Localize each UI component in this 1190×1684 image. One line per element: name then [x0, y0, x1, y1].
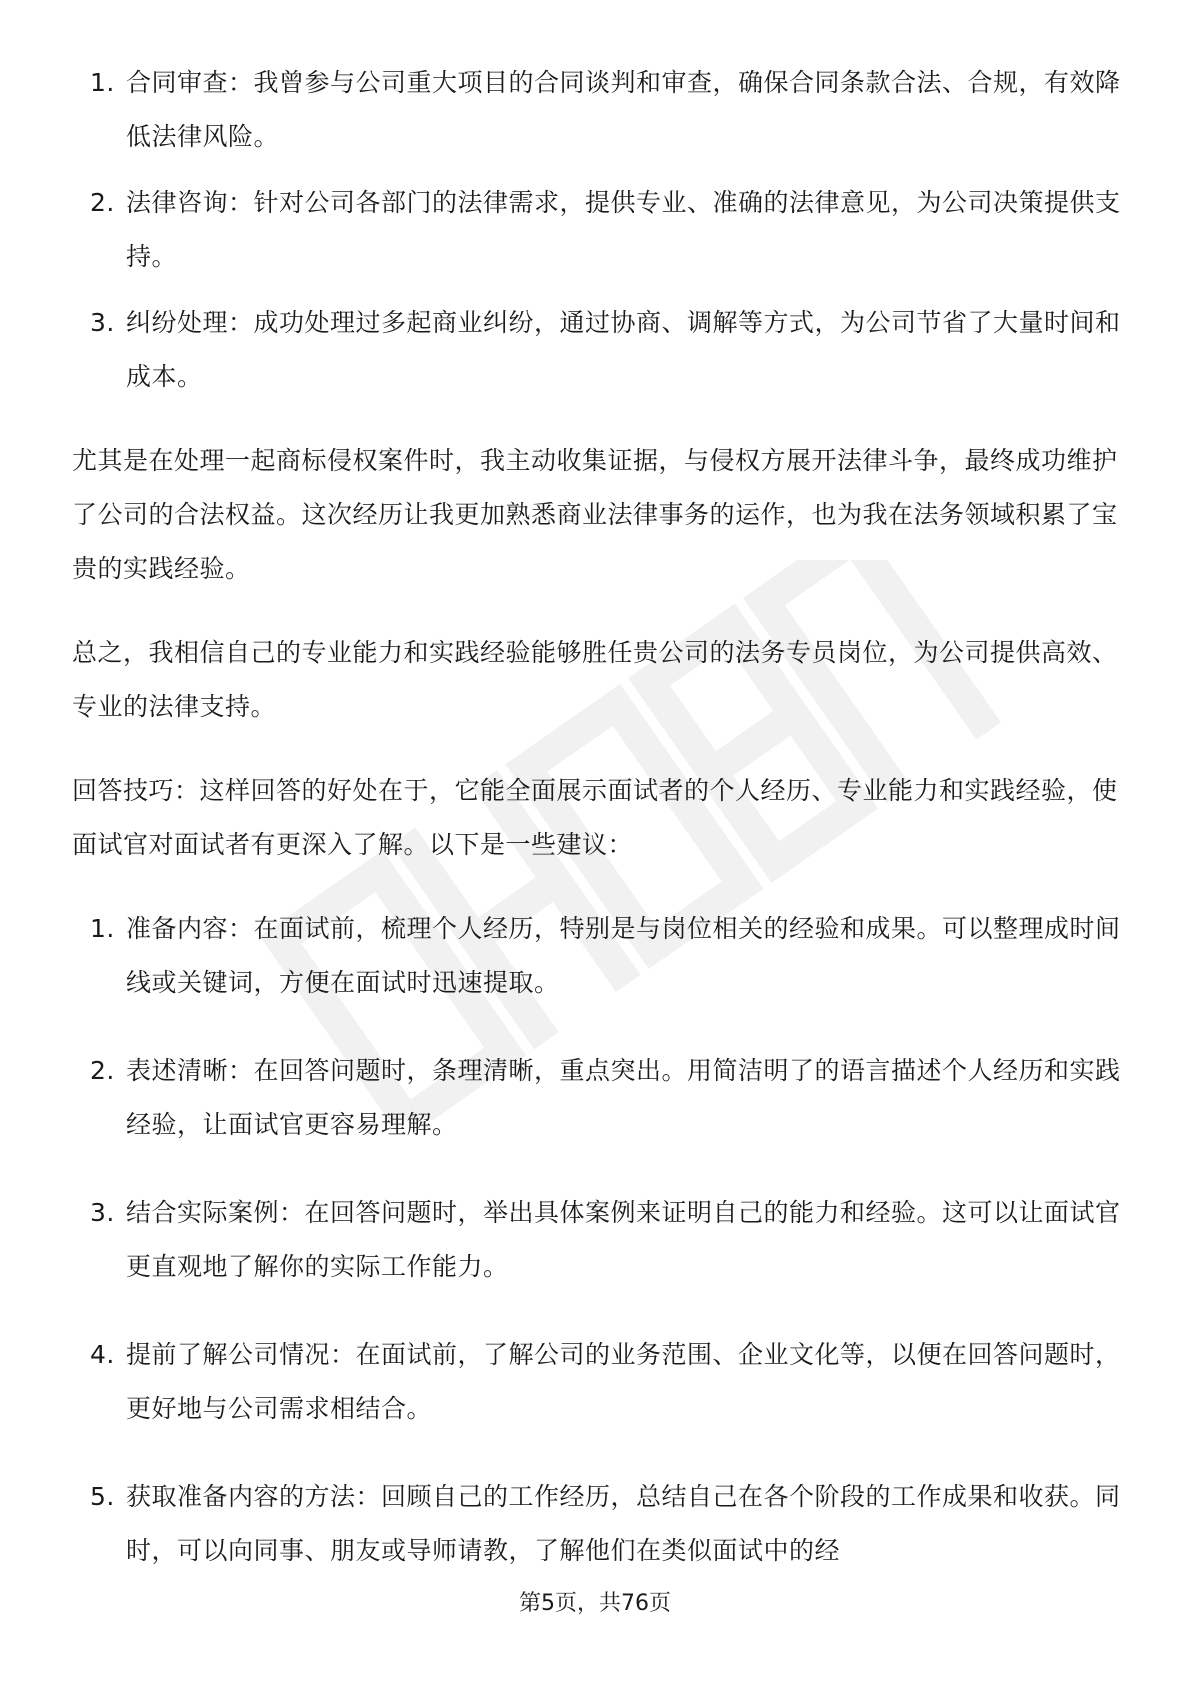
list-number: 2. — [90, 188, 115, 217]
list-item — [72, 296, 1122, 404]
list-number: 3. — [90, 308, 115, 337]
paragraph-summary: 总之，我相信自己的专业能力和实践经验能够胜任贵公司的法务专员岗位，为公司提供高效、专业的法律支持。 — [72, 638, 1118, 721]
list-item — [72, 1328, 1122, 1436]
list-item — [72, 176, 1122, 284]
paragraph-case: 尤其是在处理一起商标侵权案件时，我主动收集证据，与侵权方展开法律斗争，最终成功维护了公司的合法权益。这次经历让我更加熟悉商业法律事务的运作，也为我在法务领域积累了宝贵的实践经验。 — [72, 446, 1118, 583]
list-item-text: 表述清晰：在回答问题时，条理清晰，重点突出。用简洁明了的语言描述个人经历和实践经验，让面试官更容易理解。 — [126, 1056, 1121, 1139]
list-number: 1. — [90, 68, 115, 97]
list-item-text: 纠纷处理：成功处理过多起商业纠纷，通过协商、调解等方式，为公司节省了大量时间和成本。 — [126, 308, 1121, 391]
list-item — [72, 1186, 1122, 1294]
page-number: 第5页，共76页 — [519, 1591, 671, 1616]
list-item-text: 获取准备内容的方法：回顾自己的工作经历，总结自己在各个阶段的工作成果和收获。同时，可以向同事、朋友或导师请教，了解他们在类似面试中的经 — [126, 1482, 1121, 1565]
paragraph-tips: 回答技巧：这样回答的好处在于，它能全面展示面试者的个人经历、专业能力和实践经验，使面试官对面试者有更深入了解。以下是一些建议： — [72, 776, 1118, 859]
list-item — [72, 56, 1122, 164]
list-item — [72, 902, 1122, 1010]
list-item-text: 合同审查：我曾参与公司重大项目的合同谈判和审查，确保合同条款合法、合规，有效降低法律风险。 — [126, 68, 1121, 151]
list-number: 4. — [90, 1340, 115, 1369]
list-item — [72, 1470, 1122, 1578]
tips-list — [72, 902, 1122, 1578]
list-number: 1. — [90, 914, 115, 943]
list-item — [72, 1044, 1122, 1152]
experience-list — [72, 56, 1122, 404]
list-number: 2. — [90, 1056, 115, 1085]
list-item-text: 法律咨询：针对公司各部门的法律需求，提供专业、准确的法律意见，为公司决策提供支持。 — [126, 188, 1121, 271]
list-item-text: 准备内容：在面试前，梳理个人经历，特别是与岗位相关的经验和成果。可以整理成时间线或关键词，方便在面试时迅速提取。 — [126, 914, 1121, 997]
list-item-text: 提前了解公司情况：在面试前，了解公司的业务范围、企业文化等，以便在回答问题时，更好地与公司需求相结合。 — [126, 1340, 1121, 1423]
list-item-text: 结合实际案例：在回答问题时，举出具体案例来证明自己的能力和经验。这可以让面试官更直观地了解你的实际工作能力。 — [126, 1198, 1121, 1281]
list-number: 5. — [90, 1482, 115, 1511]
page-content — [72, 56, 1122, 1578]
list-number: 3. — [90, 1198, 115, 1227]
